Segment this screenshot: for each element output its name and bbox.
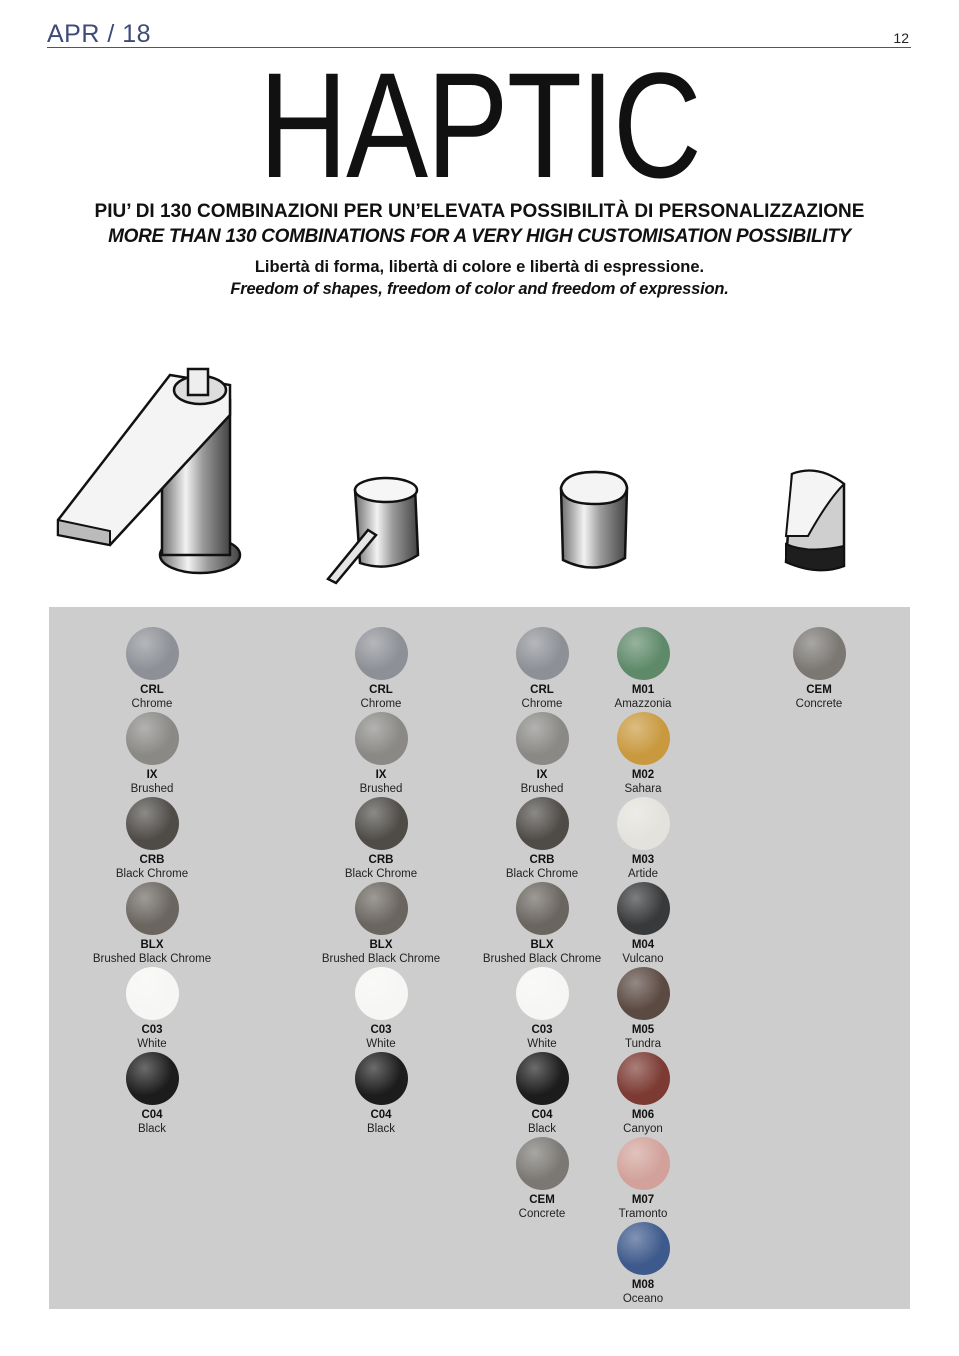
subtitle-english: MORE THAN 130 COMBINATIONS FOR A VERY HIGH CUSTOMISATION POSSIBILITY	[108, 226, 851, 247]
tagline-english: Freedom of shapes, freedom of color and freedom of expression.	[230, 280, 729, 298]
finish-color-sample	[126, 882, 179, 935]
finish-color-sample	[617, 1052, 670, 1105]
finish-code: BLX	[140, 939, 164, 951]
finish-name: Brushed Black Chrome	[92, 953, 212, 965]
finish-swatch-m07	[568, 1137, 718, 1221]
finish-name: Black Chrome	[505, 868, 579, 880]
finish-name: Artide	[627, 868, 659, 880]
finish-swatch-crb	[306, 797, 456, 881]
finish-name: Black	[527, 1123, 557, 1135]
finish-name: Black Chrome	[344, 868, 418, 880]
finish-code: M04	[631, 939, 655, 951]
finish-swatch-cem	[744, 627, 894, 711]
finish-swatch-c03	[306, 967, 456, 1051]
finish-name: Brushed Black Chrome	[321, 953, 441, 965]
finish-code: CRL	[369, 684, 393, 696]
finish-color-sample	[126, 797, 179, 850]
finish-swatch-blx	[306, 882, 456, 966]
finish-swatch-crl	[77, 627, 227, 711]
header-date: APR / 18	[47, 20, 152, 48]
finish-name: Black	[366, 1123, 396, 1135]
finish-color-sample	[516, 882, 569, 935]
mixer-tap-drawing	[50, 355, 250, 585]
finish-name: Brushed	[359, 783, 403, 795]
finish-name: Chrome	[360, 698, 402, 710]
finish-swatch-m06	[568, 1052, 718, 1136]
finish-color-sample	[516, 1137, 569, 1190]
finish-code: C04	[370, 1109, 392, 1121]
finish-color-sample	[126, 712, 179, 765]
finish-color-sample	[355, 882, 408, 935]
finish-color-sample	[516, 627, 569, 680]
finish-name: Concrete	[795, 698, 843, 710]
finish-color-sample	[617, 882, 670, 935]
finish-name: Amazzonia	[614, 698, 672, 710]
page-title: HAPTIC	[258, 41, 701, 209]
finish-code: IX	[536, 769, 548, 781]
finish-name: Black Chrome	[115, 868, 189, 880]
finish-color-sample	[126, 967, 179, 1020]
finish-color-sample	[355, 627, 408, 680]
finish-swatch-m05	[568, 967, 718, 1051]
finish-code: M01	[631, 684, 655, 696]
finish-code: BLX	[369, 939, 393, 951]
finish-swatch-c03	[77, 967, 227, 1051]
finish-name: Chrome	[521, 698, 563, 710]
finish-color-sample	[617, 967, 670, 1020]
finish-color-sample	[355, 967, 408, 1020]
finish-name: Concrete	[518, 1208, 566, 1220]
finish-color-sample	[617, 797, 670, 850]
finish-code: M08	[631, 1279, 655, 1291]
finish-name: White	[527, 1038, 557, 1050]
finish-name: Tramonto	[618, 1208, 668, 1220]
finish-code: M02	[631, 769, 655, 781]
finish-name: White	[366, 1038, 396, 1050]
knob-handle-drawing	[555, 468, 635, 578]
finish-color-sample	[355, 797, 408, 850]
product-drawings	[0, 350, 959, 600]
finish-name: Brushed	[520, 783, 564, 795]
finish-swatch-blx	[77, 882, 227, 966]
finish-name: Chrome	[131, 698, 173, 710]
finish-code: C04	[141, 1109, 163, 1121]
finish-code: CRL	[140, 684, 164, 696]
finish-color-sample	[516, 712, 569, 765]
finish-name: Sahara	[624, 783, 662, 795]
finish-color-sample	[516, 967, 569, 1020]
finish-color-sample	[126, 1052, 179, 1105]
page-number: 12	[893, 30, 909, 46]
finish-swatch-ix	[77, 712, 227, 796]
finish-swatch-m08	[568, 1222, 718, 1306]
finish-color-sample	[793, 627, 846, 680]
finish-name: Brushed Black Chrome	[482, 953, 602, 965]
finish-swatch-crl	[306, 627, 456, 711]
finish-color-sample	[617, 1222, 670, 1275]
finish-color-sample	[516, 1052, 569, 1105]
finish-color-sample	[516, 797, 569, 850]
angled-knob-drawing	[778, 466, 853, 578]
finish-name: Canyon	[623, 1123, 663, 1135]
finish-color-sample	[617, 1137, 670, 1190]
finish-swatch-m04	[568, 882, 718, 966]
tagline-italian: Libertà di forma, libertà di colore e libertà di espressione.	[254, 258, 705, 276]
finish-name: White	[137, 1038, 167, 1050]
finish-name: Oceano	[622, 1293, 664, 1305]
finish-code: CEM	[806, 684, 832, 696]
finish-code: M05	[631, 1024, 655, 1036]
finish-name: Tundra	[624, 1038, 661, 1050]
finish-code: C03	[370, 1024, 392, 1036]
finish-color-sample	[617, 712, 670, 765]
finish-name: Vulcano	[622, 953, 664, 965]
finish-code: IX	[375, 769, 387, 781]
finish-name: Black	[137, 1123, 167, 1135]
finish-code: IX	[146, 769, 158, 781]
finish-code: M07	[631, 1194, 655, 1206]
finish-swatch-m03	[568, 797, 718, 881]
finish-code: BLX	[530, 939, 554, 951]
finish-swatch-m02	[568, 712, 718, 796]
finish-code: C03	[141, 1024, 163, 1036]
finish-code: CRB	[139, 854, 165, 866]
finish-swatch-ix	[306, 712, 456, 796]
finish-swatch-crb	[77, 797, 227, 881]
lever-handle-drawing	[320, 475, 430, 590]
finish-code: CEM	[529, 1194, 555, 1206]
finish-code: CRB	[368, 854, 394, 866]
finish-swatch-c04	[306, 1052, 456, 1136]
finish-swatch-c04	[77, 1052, 227, 1136]
subtitle-italian: PIU’ DI 130 COMBINAZIONI PER UN’ELEVATA POSSIBILITÀ DI PERSONALIZZAZIONE	[94, 201, 865, 222]
finish-code: C03	[531, 1024, 553, 1036]
finish-color-sample	[617, 627, 670, 680]
finish-name: Brushed	[130, 783, 174, 795]
finish-code: M06	[631, 1109, 655, 1121]
finish-swatch-m01	[568, 627, 718, 711]
finish-code: C04	[531, 1109, 553, 1121]
finish-color-sample	[355, 1052, 408, 1105]
finish-color-sample	[126, 627, 179, 680]
finish-code: CRB	[529, 854, 555, 866]
finish-code: CRL	[530, 684, 554, 696]
finish-color-sample	[355, 712, 408, 765]
finish-code: M03	[631, 854, 655, 866]
finishes-panel	[49, 607, 910, 1309]
